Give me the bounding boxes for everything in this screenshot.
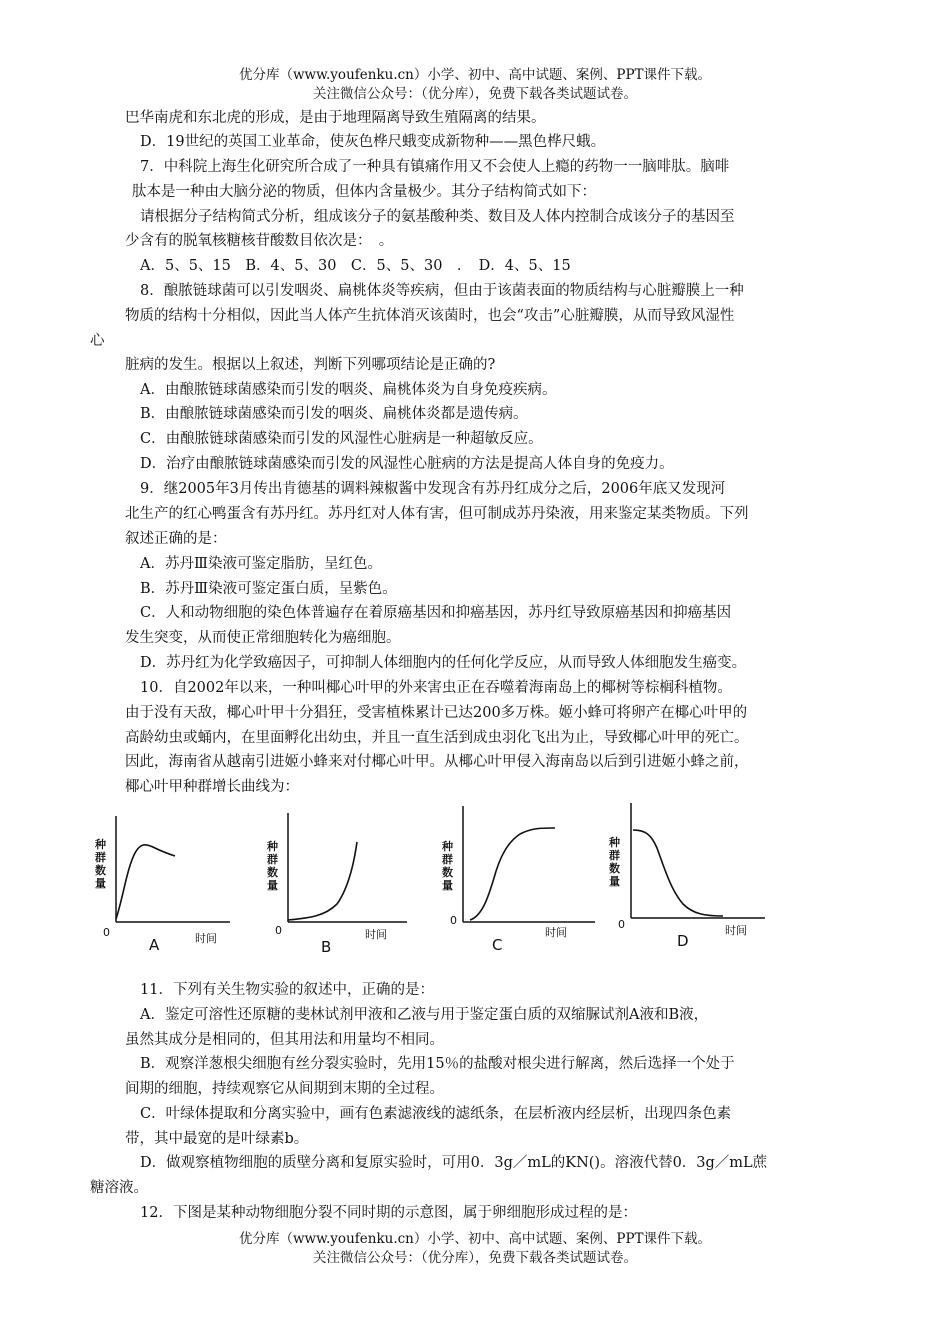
text-line: 12．下图是某种动物细胞分裂不同时期的示意图，属于卵细胞形成过程的是： [140,1205,637,1221]
chart-d-ylabel: 种群数量 [609,836,620,888]
text-line: D．做观察植物细胞的质壁分离和复原实验时，可用0．3g／mL的KN()。溶液代替0．3g／mL蔗 [140,1155,768,1171]
text-line: 椰心叶甲种群增长曲线为： [125,779,299,795]
chart-c-xlabel: 时间 [545,926,567,939]
text-line: 7．中科院上海生化研究所合成了一种具有镇痛作用又不会使人上瘾的药物一一脑啡肽。脑啡 [140,159,730,175]
chart-b [265,798,425,958]
header-line-1: 优分库（www.youfenku.cn）小学、初中、高中试题、案例、PPT课件下载。 [238,67,712,83]
text-line: D．治疗由酿脓链球菌感染而引发的风湿性心脏病的方法是提高人体自身的免疫力。 [140,456,674,472]
chart-c-origin: 0 [450,914,457,927]
text-line: 因此，海南省从越南引进姬小蜂来对付椰心叶甲。从椰心叶甲侵入海南岛以后到引进姬小蜂之前， [125,754,749,770]
text-line: 糖溶液。 [90,1180,148,1196]
chart-b-origin: 0 [275,924,282,937]
text-line: C．由酿脓链球菌感染而引发的风湿性心脏病是一种超敏反应。 [140,431,543,447]
text-line: 巴华南虎和东北虎的形成，是由于地理隔离导致生殖隔离的结果。 [125,110,546,126]
chart-d-xlabel: 时间 [725,924,747,937]
chart-c-letter: C [492,936,503,954]
chart-a-origin: 0 [103,926,110,939]
text-line: 肽本是一种由大脑分泌的物质，但体内含量极少。其分子结构简式如下： [132,184,596,200]
text-line: 叙述正确的是： [125,531,227,547]
chart-d-origin: 0 [618,918,625,931]
text-line: A．鉴定可溶性还原糖的斐林试剂甲液和乙液与用于鉴定蛋白质的双缩脲试剂A液和B液， [140,1007,709,1023]
footer-line-2: 关注微信公众号：（优分库），免费下载各类试题试卷。 [313,1250,637,1266]
text-line: 高龄幼虫或蛹内，在里面孵化出幼虫，并且一直生活到成虫羽化飞出为止，导致椰心叶甲的死亡。 [125,730,749,746]
text-line: 北生产的红心鸭蛋含有苏丹红。苏丹红对人体有害，但可制成苏丹染液，用来鉴定某类物质。下列 [125,506,749,522]
chart-a [85,798,245,958]
chart-d-curve [633,830,723,916]
chart-d [605,798,785,958]
chart-c [440,798,610,958]
chart-a-letter: A [149,936,160,954]
text-line: 心 [90,333,105,349]
text-line: 脏病的发生。根据以上叙述，判断下列哪项结论是正确的? [125,357,496,373]
text-line: 10．自2002年以来，一种叫椰心叶甲的外来害虫正在吞噬着海南岛上的椰树等棕榈科植物。 [140,680,732,696]
text-line: 请根据分子结构简式分析，组成该分子的氨基酸种类、数目及人体内控制合成该分子的基因至 [140,209,735,225]
text-line: 虽然其成分是相同的，但其用法和用量均不相同。 [125,1032,444,1048]
text-line: 由于没有天敌，椰心叶甲十分猖狂，受害植株累计已达200多万株。姬小蜂可将卵产在椰心叶甲的 [125,705,748,721]
text-line: A．由酿脓链球菌感染而引发的咽炎、扁桃体炎为自身免疫疾病。 [140,382,557,398]
text-line: D．苏丹红为化学致癌因子，可抑制人体细胞内的任何化学反应，从而导致人体细胞发生癌变。 [140,655,747,671]
text-line: C．人和动物细胞的染色体普遍存在着原癌基因和抑癌基因，苏丹红导致原癌基因和抑癌基因 [140,605,732,621]
text-line: 少含有的脱氧核糖核苷酸数目依次是： 。 [125,233,394,249]
chart-b-curve [288,842,357,920]
footer-line-1: 优分库（www.youfenku.cn）小学、初中、高中试题、案例、PPT课件下载。 [238,1231,712,1247]
text-line: 8．酿脓链球菌可以引发咽炎、扁桃体炎等疾病，但由于该菌表面的物质结构与心脏瓣膜上一种 [140,283,744,299]
chart-b-letter: B [321,938,332,956]
text-line: 带，其中最宽的是叶绿素b。 [125,1131,309,1147]
text-line: 间期的细胞，持续观察它从间期到末期的全过程。 [125,1081,444,1097]
text-line: 发生突变，从而使正常细胞转化为癌细胞。 [125,630,401,646]
text-line: 9．继2005年3月传出肯德基的调料辣椒酱中发现含有苏丹红成分之后，2006年底又发现河 [140,481,726,497]
text-line: A．苏丹Ⅲ染液可鉴定脂肪，呈红色。 [140,556,382,572]
chart-a-curve [116,845,175,919]
header-line-2: 关注微信公众号：（优分库），免费下载各类试题试卷。 [313,86,637,102]
chart-a-xlabel: 时间 [195,932,217,945]
text-line: C．叶绿体提取和分离实验中，画有色素滤液线的滤纸条，在层析液内经层析，出现四条色素 [140,1106,732,1122]
population-curves-figure [85,798,885,963]
chart-b-ylabel: 种群数量 [267,840,278,892]
chart-a-ylabel: 种群数量 [95,838,106,890]
text-line: B．由酿脓链球菌感染而引发的咽炎、扁桃体炎都是遗传病。 [140,406,528,422]
chart-c-ylabel: 种群数量 [442,840,453,892]
chart-d-letter: D [677,932,689,950]
chart-b-xlabel: 时间 [365,928,387,941]
text-line: 物质的结构十分相似，因此当人体产生抗体消灭该菌时，也会“攻击”心脏瓣膜，从而导致风湿性 [125,308,735,324]
text-line: A．5、5、15 B．4、5、30 C．5、5、30 ． D．4、5、15 [140,258,571,274]
text-line: 11．下列有关生物实验的叙述中，正确的是： [140,982,434,998]
text-line: B．观察洋葱根尖细胞有丝分裂实验时，先用15％的盐酸对根尖进行解离，然后选择一个处于 [140,1056,735,1072]
chart-c-curve [470,828,555,920]
text-line: D．19世纪的英国工业革命，使灰色桦尺蛾变成新物种——黑色桦尺蛾。 [140,134,606,150]
text-line: B．苏丹Ⅲ染液可鉴定蛋白质，呈紫色。 [140,581,397,597]
